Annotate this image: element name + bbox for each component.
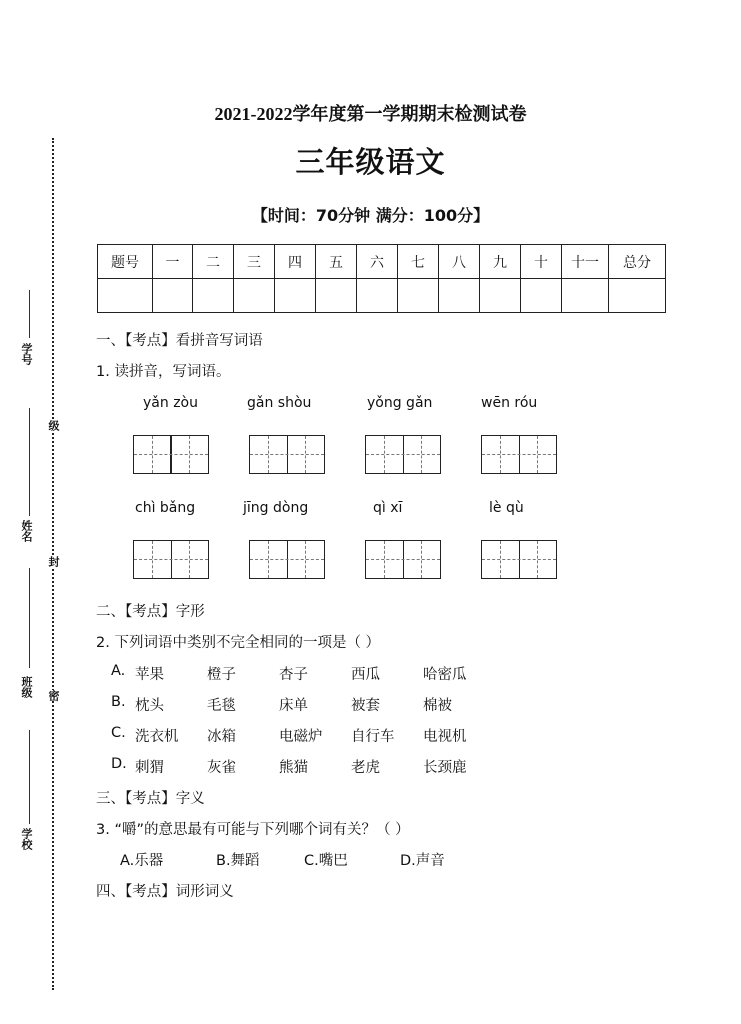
score-header-cell: 二 xyxy=(193,245,234,279)
score-header-cell: 四 xyxy=(275,245,316,279)
option-letter: D. xyxy=(111,756,127,772)
score-header-cell: 五 xyxy=(316,245,357,279)
writing-grid[interactable] xyxy=(365,540,441,579)
score-table xyxy=(97,244,666,313)
class-line xyxy=(29,568,30,668)
score-blank-cell[interactable] xyxy=(357,279,398,313)
option-word: 苹果 xyxy=(135,667,164,683)
question-2: 2. 下列词语中类别不完全相同的一项是（ ） xyxy=(96,635,381,651)
question-3: 3. “嚼”的意思最有可能与下列哪个词有关？（ ） xyxy=(96,822,410,838)
option-word: 哈密瓜 xyxy=(423,667,467,683)
option-word: 熊猫 xyxy=(279,760,308,776)
option-word: 枕头 xyxy=(135,698,164,714)
option-b[interactable]: B.舞蹈 xyxy=(216,853,260,869)
option-letter: C. xyxy=(111,725,126,741)
option-word: 长颈鹿 xyxy=(423,760,467,776)
option-word: 洗衣机 xyxy=(135,729,179,745)
score-blank-cell[interactable] xyxy=(480,279,521,313)
section3-heading: 三、【考点】字义 xyxy=(96,791,205,807)
option-word: 自行车 xyxy=(351,729,395,745)
pinyin-label: gǎn shòu xyxy=(247,395,312,411)
option-letter: A. xyxy=(111,663,126,679)
score-blank-cell[interactable] xyxy=(609,279,666,313)
writing-grid[interactable] xyxy=(249,435,325,474)
writing-grid[interactable] xyxy=(133,435,209,474)
writing-grid[interactable] xyxy=(481,540,557,579)
pinyin-label: yǎn zòu xyxy=(143,395,198,411)
pinyin-label: jīng dòng xyxy=(243,500,309,516)
pinyin-label: yǒng gǎn xyxy=(367,395,433,411)
score-blank-cell[interactable] xyxy=(562,279,609,313)
score-blank-cell[interactable] xyxy=(153,279,193,313)
score-blank-cell[interactable] xyxy=(275,279,316,313)
score-blank-cell[interactable] xyxy=(521,279,562,313)
class-label: 班级 xyxy=(20,676,33,698)
pinyin-label: qì xī xyxy=(373,500,403,516)
writing-grid[interactable] xyxy=(249,540,325,579)
pinyin-label: wēn róu xyxy=(481,395,538,411)
score-blank-cell[interactable] xyxy=(398,279,439,313)
school-line xyxy=(29,730,30,824)
score-header-cell: 九 xyxy=(480,245,521,279)
section2-heading: 二、【考点】字形 xyxy=(96,604,205,620)
option-word: 灰雀 xyxy=(207,760,236,776)
writing-grid[interactable] xyxy=(365,435,441,474)
name-label: 姓名 xyxy=(20,520,33,542)
question-1: 1. 读拼音，写词语。 xyxy=(96,364,231,380)
option-word: 老虎 xyxy=(351,760,380,776)
seal-char-ji: 级 xyxy=(47,420,60,431)
score-header-cell: 十一 xyxy=(562,245,609,279)
option-a[interactable]: A.乐器 xyxy=(120,853,164,869)
student-id-label: 学号 xyxy=(20,343,33,365)
option-letter: B. xyxy=(111,694,126,710)
option-word: 电视机 xyxy=(423,729,467,745)
option-word: 刺猬 xyxy=(135,760,164,776)
school-label: 学校 xyxy=(20,828,33,850)
score-blank-cell[interactable] xyxy=(234,279,275,313)
option-word: 冰箱 xyxy=(207,729,236,745)
pinyin-label: chì bǎng xyxy=(135,500,196,516)
option-word: 被套 xyxy=(351,698,380,714)
score-header-cell: 总分 xyxy=(609,245,666,279)
score-header-cell: 三 xyxy=(234,245,275,279)
option-word: 棉被 xyxy=(423,698,452,714)
writing-grid[interactable] xyxy=(133,540,209,579)
score-blank-cell[interactable] xyxy=(316,279,357,313)
score-header-cell: 六 xyxy=(357,245,398,279)
writing-grid[interactable] xyxy=(481,435,557,474)
score-blank-cell[interactable] xyxy=(98,279,153,313)
seal-char-mi: 密 xyxy=(47,690,60,701)
section1-heading: 一、【考点】看拼音写词语 xyxy=(96,333,263,349)
section4-heading: 四、【考点】词形词义 xyxy=(96,884,234,900)
score-header-cell: 题号 xyxy=(98,245,153,279)
score-header-cell: 一 xyxy=(153,245,193,279)
option-word: 床单 xyxy=(279,698,308,714)
score-header-cell: 十 xyxy=(521,245,562,279)
score-blank-cell[interactable] xyxy=(193,279,234,313)
option-word: 毛毯 xyxy=(207,698,236,714)
option-d[interactable]: D.声音 xyxy=(400,853,445,869)
score-header-cell: 八 xyxy=(439,245,480,279)
score-table-blank-row xyxy=(98,279,666,313)
time-info: 【时间：70分钟 满分：100分】 xyxy=(251,206,490,225)
option-word: 橙子 xyxy=(207,667,236,683)
score-header-cell: 七 xyxy=(398,245,439,279)
exam-title: 2021-2022学年度第一学期期末检测试卷 xyxy=(214,104,527,124)
score-table-header-row xyxy=(98,245,666,279)
name-line xyxy=(29,408,30,516)
option-word: 杏子 xyxy=(279,667,308,683)
seal-char-feng: 封 xyxy=(47,556,60,567)
score-blank-cell[interactable] xyxy=(439,279,480,313)
option-word: 电磁炉 xyxy=(279,729,323,745)
pinyin-label: lè qù xyxy=(489,500,524,516)
option-word: 西瓜 xyxy=(351,667,380,683)
student-id-line xyxy=(29,290,30,338)
option-c[interactable]: C.嘴巴 xyxy=(304,853,348,869)
grade-title: 三年级语文 xyxy=(295,145,446,179)
